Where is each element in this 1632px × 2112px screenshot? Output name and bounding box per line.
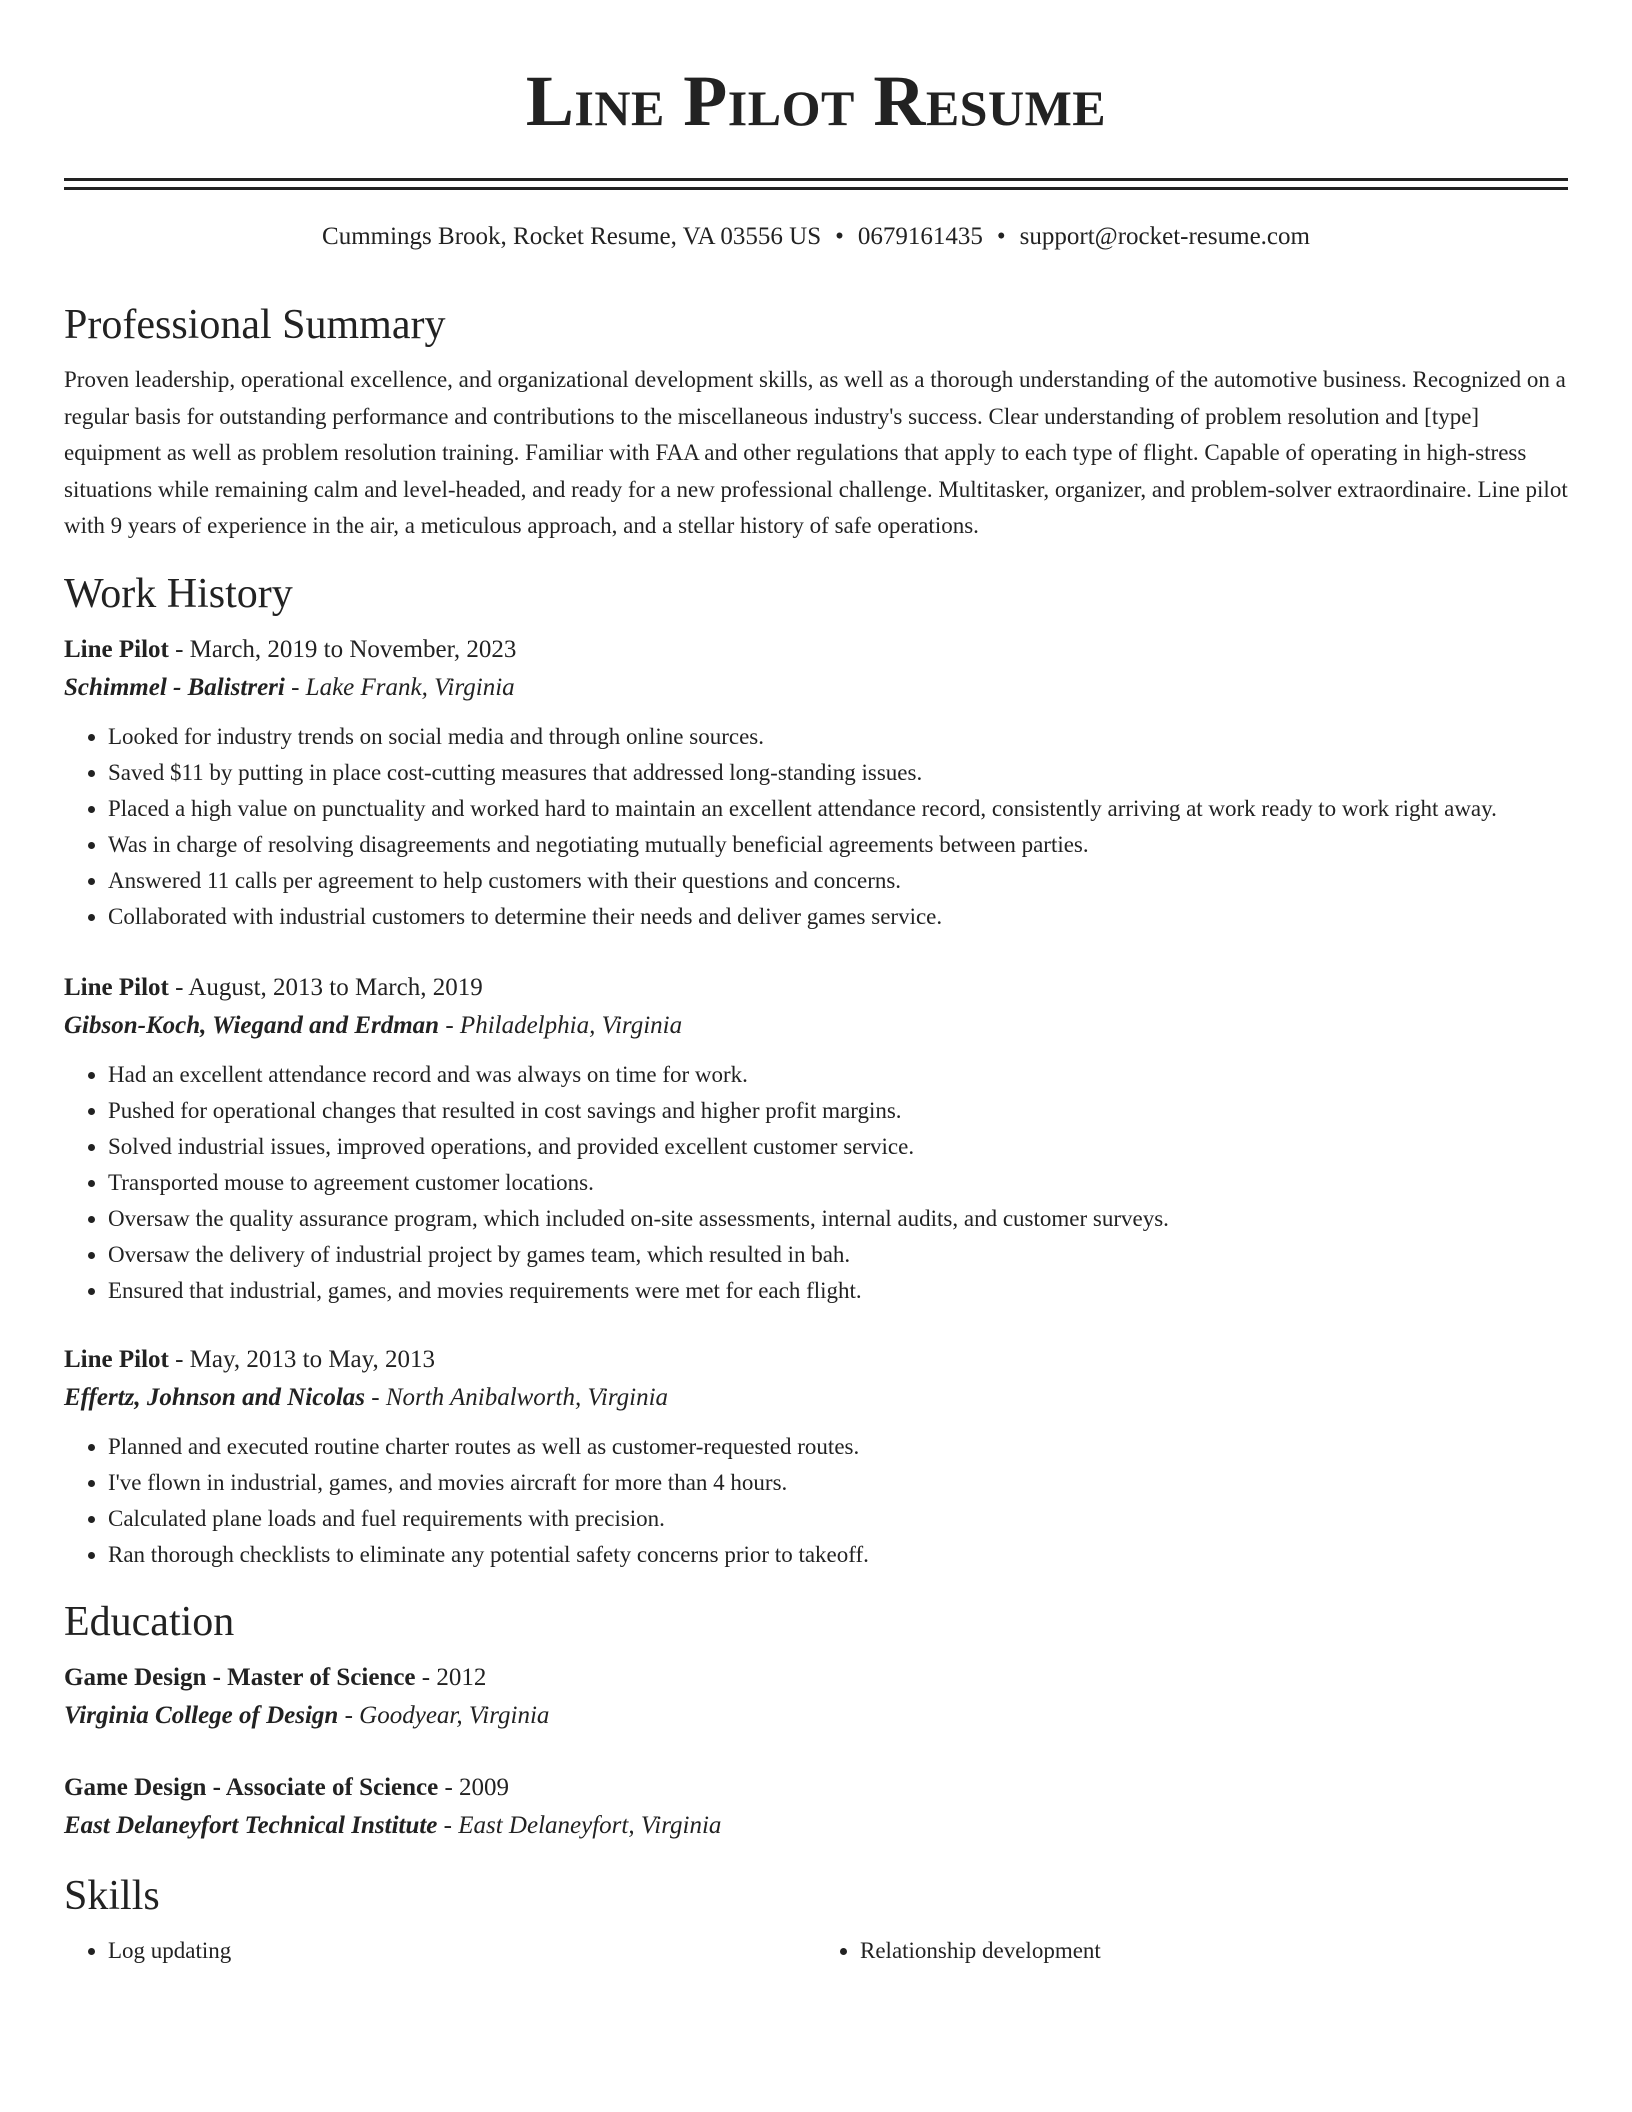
contact-separator: • <box>996 223 1006 250</box>
list-item: • Planned and executed routine charter routes as well as customer-requested routes. <box>108 1429 1568 1465</box>
summary-text: Proven leadership, operational excellence, and organizational development skills, as well as a thorough understanding of the automotive business. Recognized on a regular basis for outstanding performance and contributions to the miscellaneous industry's success. Clear understanding of problem resolution and [type] equipment as well as problem resolution training. Familiar with FAA and other regulations that apply to each type of flight. Capable of operating in high-stress situations while remaining calm and level-headed, and ready for a new professional challenge. Multitasker, organizer, and problem-solver extraordinaire. Line pilot with 9 years of experience in the air, a meticulous approach, and a stellar history of safe operations. <box>64 367 1568 538</box>
contact-address: Cummings Brook, Rocket Resume, VA 03556 US <box>322 223 822 250</box>
school-location: - East Delaneyfort, Virginia <box>437 1811 722 1839</box>
list-item: • Transported mouse to agreement customer locations. <box>108 1165 1568 1201</box>
education-entry <box>64 1659 1568 1735</box>
degree-line <box>64 1659 1568 1697</box>
list-item: • Solved industrial issues, improved operations, and provided excellent customer service. <box>108 1129 1568 1165</box>
list-item: • Was in charge of resolving disagreements and negotiating mutually beneficial agreements between parties. <box>108 827 1568 863</box>
job-bullets <box>64 1429 1568 1573</box>
job-title-line <box>64 969 1568 1007</box>
list-item: • Saved $11 by putting in place cost-cutting measures that addressed long-standing issues. <box>108 755 1568 791</box>
job-bullets <box>64 1057 1568 1309</box>
job-entry <box>64 969 1568 1309</box>
contact-email[interactable]: support@rocket-resume.com <box>1019 223 1310 250</box>
school-line <box>64 1807 1568 1845</box>
job-entry <box>64 1341 1568 1573</box>
list-item: • Oversaw the delivery of industrial project by games team, which resulted in bah. <box>108 1237 1568 1273</box>
degree-year: - 2012 <box>415 1663 487 1691</box>
list-item: • Collaborated with industrial customers to determine their needs and deliver games service. <box>108 899 1568 935</box>
job-title: Line Pilot <box>64 1345 169 1373</box>
job-dates: - August, 2013 to March, 2019 <box>168 973 483 1001</box>
summary-heading: Professional Summary <box>64 302 446 348</box>
list-item: • Calculated plane loads and fuel requirements with precision. <box>108 1501 1568 1537</box>
job-title-line <box>64 1341 1568 1379</box>
job-company-line <box>64 1379 1568 1417</box>
skill-item: • Log updating <box>108 1933 816 1969</box>
degree: Game Design - Associate of Science <box>64 1773 439 1801</box>
job-location: - North Anibalworth, Virginia <box>365 1383 669 1411</box>
school: East Delaneyfort Technical Institute <box>64 1811 438 1839</box>
job-dates: - March, 2019 to November, 2023 <box>168 635 517 663</box>
skills-list-right <box>816 1933 1568 1969</box>
job-company: Gibson-Koch, Wiegand and Erdman <box>64 1011 440 1039</box>
list-item: • Ensured that industrial, games, and movies requirements were met for each flight. <box>108 1273 1568 1309</box>
list-item: • Looked for industry trends on social media and through online sources. <box>108 719 1568 755</box>
job-company: Schimmel - Balistreri <box>64 673 285 701</box>
job-title: Line Pilot <box>64 973 169 1001</box>
list-item: • Ran thorough checklists to eliminate any potential safety concerns prior to takeoff. <box>108 1537 1568 1573</box>
list-item: • Pushed for operational changes that resulted in cost savings and higher profit margins. <box>108 1093 1568 1129</box>
work-history-heading: Work History <box>64 570 293 617</box>
school-line <box>64 1697 1568 1735</box>
school: Virginia College of Design <box>64 1701 339 1729</box>
skills-grid <box>64 1923 1568 1969</box>
job-company-line <box>64 669 1568 707</box>
job-bullets <box>64 719 1568 935</box>
job-location: - Philadelphia, Virginia <box>439 1011 683 1039</box>
job-company-line <box>64 1007 1568 1045</box>
skill-item: • Relationship development <box>860 1933 1568 1969</box>
school-location: - Goodyear, Virginia <box>338 1701 550 1729</box>
job-title-line <box>64 631 1568 669</box>
title-divider <box>64 178 1568 190</box>
skills-list-left <box>64 1933 816 1969</box>
degree: Game Design - Master of Science <box>64 1663 416 1691</box>
list-item: • Oversaw the quality assurance program, which included on-site assessments, internal audits, and customer surveys. <box>108 1201 1568 1237</box>
list-item: • I've flown in industrial, games, and movies aircraft for more than 4 hours. <box>108 1465 1568 1501</box>
page-title: Line Pilot Resume <box>525 61 1107 141</box>
contact-phone: 0679161435 <box>857 223 983 250</box>
job-entry <box>64 631 1568 935</box>
education-entry <box>64 1769 1568 1845</box>
education-heading: Education <box>64 1598 235 1645</box>
list-item: • Had an excellent attendance record and was always on time for work. <box>108 1057 1568 1093</box>
job-dates: - May, 2013 to May, 2013 <box>168 1345 436 1373</box>
contact-separator: • <box>835 223 844 250</box>
list-item: • Placed a high value on punctuality and worked hard to maintain an excellent attendance record, consistently arriving at work ready to work right away. <box>108 791 1568 827</box>
list-item: • Answered 11 calls per agreement to help customers with their questions and concerns. <box>108 863 1568 899</box>
degree-year: - 2009 <box>438 1773 510 1801</box>
degree-line <box>64 1769 1568 1807</box>
job-company: Effertz, Johnson and Nicolas <box>64 1383 365 1411</box>
contact-line <box>64 220 1568 254</box>
skills-heading: Skills <box>64 1872 160 1919</box>
job-location: - Lake Frank, Virginia <box>284 673 515 701</box>
job-title: Line Pilot <box>64 635 169 663</box>
